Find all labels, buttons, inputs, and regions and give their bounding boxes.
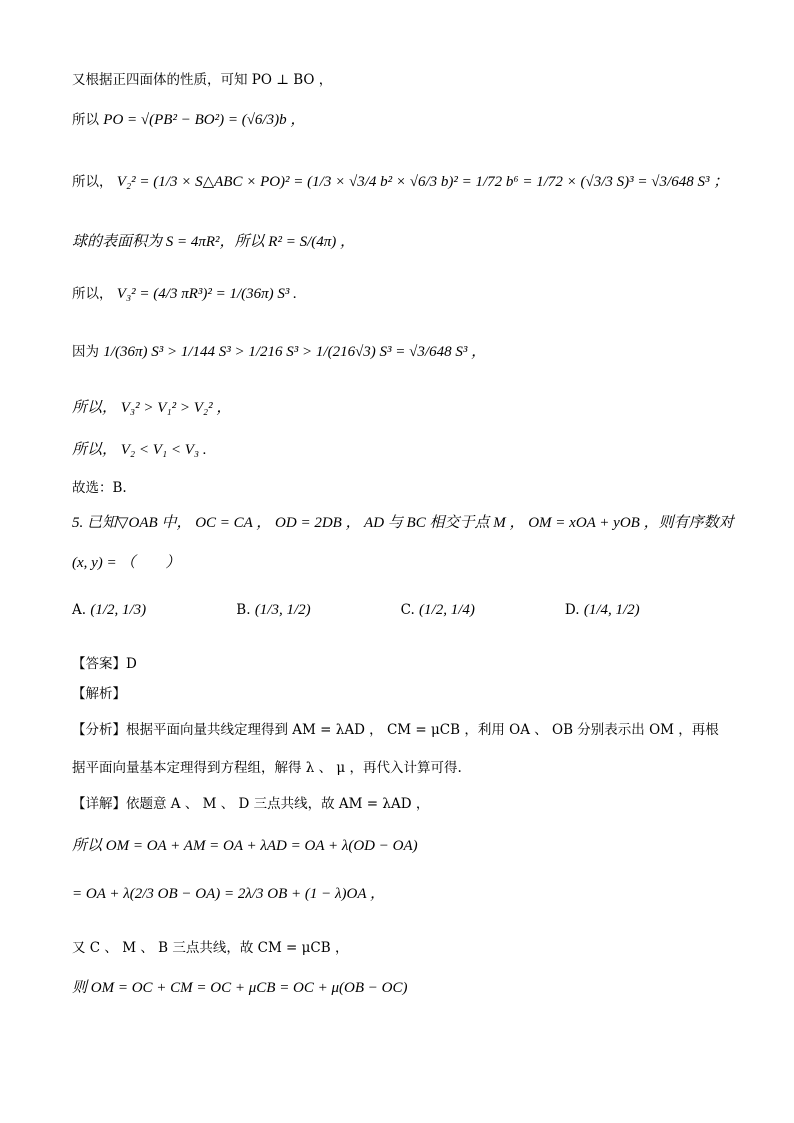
analysis-line-2: 据平面向量基本定理得到方程组，解得 λ 、 μ ，再代入计算可得. bbox=[72, 760, 462, 776]
formula-v2: V₂² = (1/3 × S△ABC × PO)² = (1/3 × √3/4 b² × √6/3 b)² = 1/72 b⁶ = 1/72 × (√3/3 S)³ = √3/648 S³ ； bbox=[116, 174, 729, 190]
answer: 【答案】D bbox=[72, 656, 137, 672]
text-line-3: 所以， V₂² = (1/3 × S△ABC × PO)² = (1/3 × √3/4 b² × √6/3 b)² = 1/72 b⁶ = 1/72 × (√3/3 S)³ = √3/648 S³ ； bbox=[72, 174, 729, 190]
detail-line-3: = OA + λ(2/3 OB − OA) = 2λ/3 OB + (1 − λ)OA ， bbox=[72, 886, 385, 902]
option-a[interactable]: A. (1/2, 1/3) bbox=[72, 602, 147, 618]
text-line-4: 球的表面积为 S = 4πR²，所以 R² = S/(4π) ， bbox=[72, 234, 356, 250]
detail-line-2: 所以 OM = OA + AM = OA + λAD = OA + λ(OD − OA) bbox=[72, 838, 418, 854]
text-line-5: 所以， V₃² = (4/3 πR³)² = 1/(36π) S³ . bbox=[72, 286, 297, 302]
question-5-stem: 5. 已知▽OAB 中， OC = CA ， OD = 2DB ， AD 与 BC 相交于点 M ， OM = xOA + yOB ，则有序数对 bbox=[72, 515, 734, 531]
analysis-line-1: 【分析】根据平面向量共线定理得到 AM = λAD ， CM = μCB ，利用 OA 、 OB 分别表示出 OM ，再根 bbox=[72, 722, 719, 738]
text-line-8: 所以， V₂ < V₁ < V₃ . bbox=[72, 442, 207, 458]
formula-inequality: 1/(36π) S³ > 1/144 S³ > 1/216 S³ > 1/(216√3) S³ = √3/648 S³ ， bbox=[103, 344, 487, 360]
detail-line-5: 则 OM = OC + CM = OC + μCB = OC + μ(OB − OC) bbox=[72, 980, 408, 996]
text-line-2: 所以 PO = √(PB² − BO²) = (√6/3)b ， bbox=[72, 112, 306, 128]
option-d[interactable]: D. (1/4, 1/2) bbox=[564, 602, 640, 618]
formula-po: PO = √(PB² − BO²) = (√6/3)b ， bbox=[103, 112, 306, 128]
text-line-7: 所以， V₃² > V₁² > V₂² ， bbox=[72, 400, 232, 416]
option-c[interactable]: C. (1/2, 1/4) bbox=[400, 602, 475, 618]
detail-line-4: 又 C 、 M 、 B 三点共线，故 CM = μCB ， bbox=[72, 940, 349, 956]
text-line-9: 故选：B. bbox=[72, 480, 127, 496]
options-row bbox=[72, 602, 725, 619]
option-b[interactable]: B. (1/3, 1/2) bbox=[236, 602, 311, 618]
text-line-6: 因为 1/(36π) S³ > 1/144 S³ > 1/216 S³ > 1/(216√3) S³ = √3/648 S³ ， bbox=[72, 344, 487, 360]
text-line-1: 又根据正四面体的性质，可知 PO ⊥ BO ， bbox=[72, 72, 333, 88]
formula-v3: V₃² = (4/3 πR³)² = 1/(36π) S³ . bbox=[116, 286, 297, 302]
analysis-title: 【解析】 bbox=[72, 686, 126, 702]
detail-line-1: 【详解】依题意 A 、 M 、 D 三点共线，故 AM = λAD ， bbox=[72, 796, 430, 812]
question-5-stem-2: (x, y) = （ ） bbox=[72, 555, 181, 571]
